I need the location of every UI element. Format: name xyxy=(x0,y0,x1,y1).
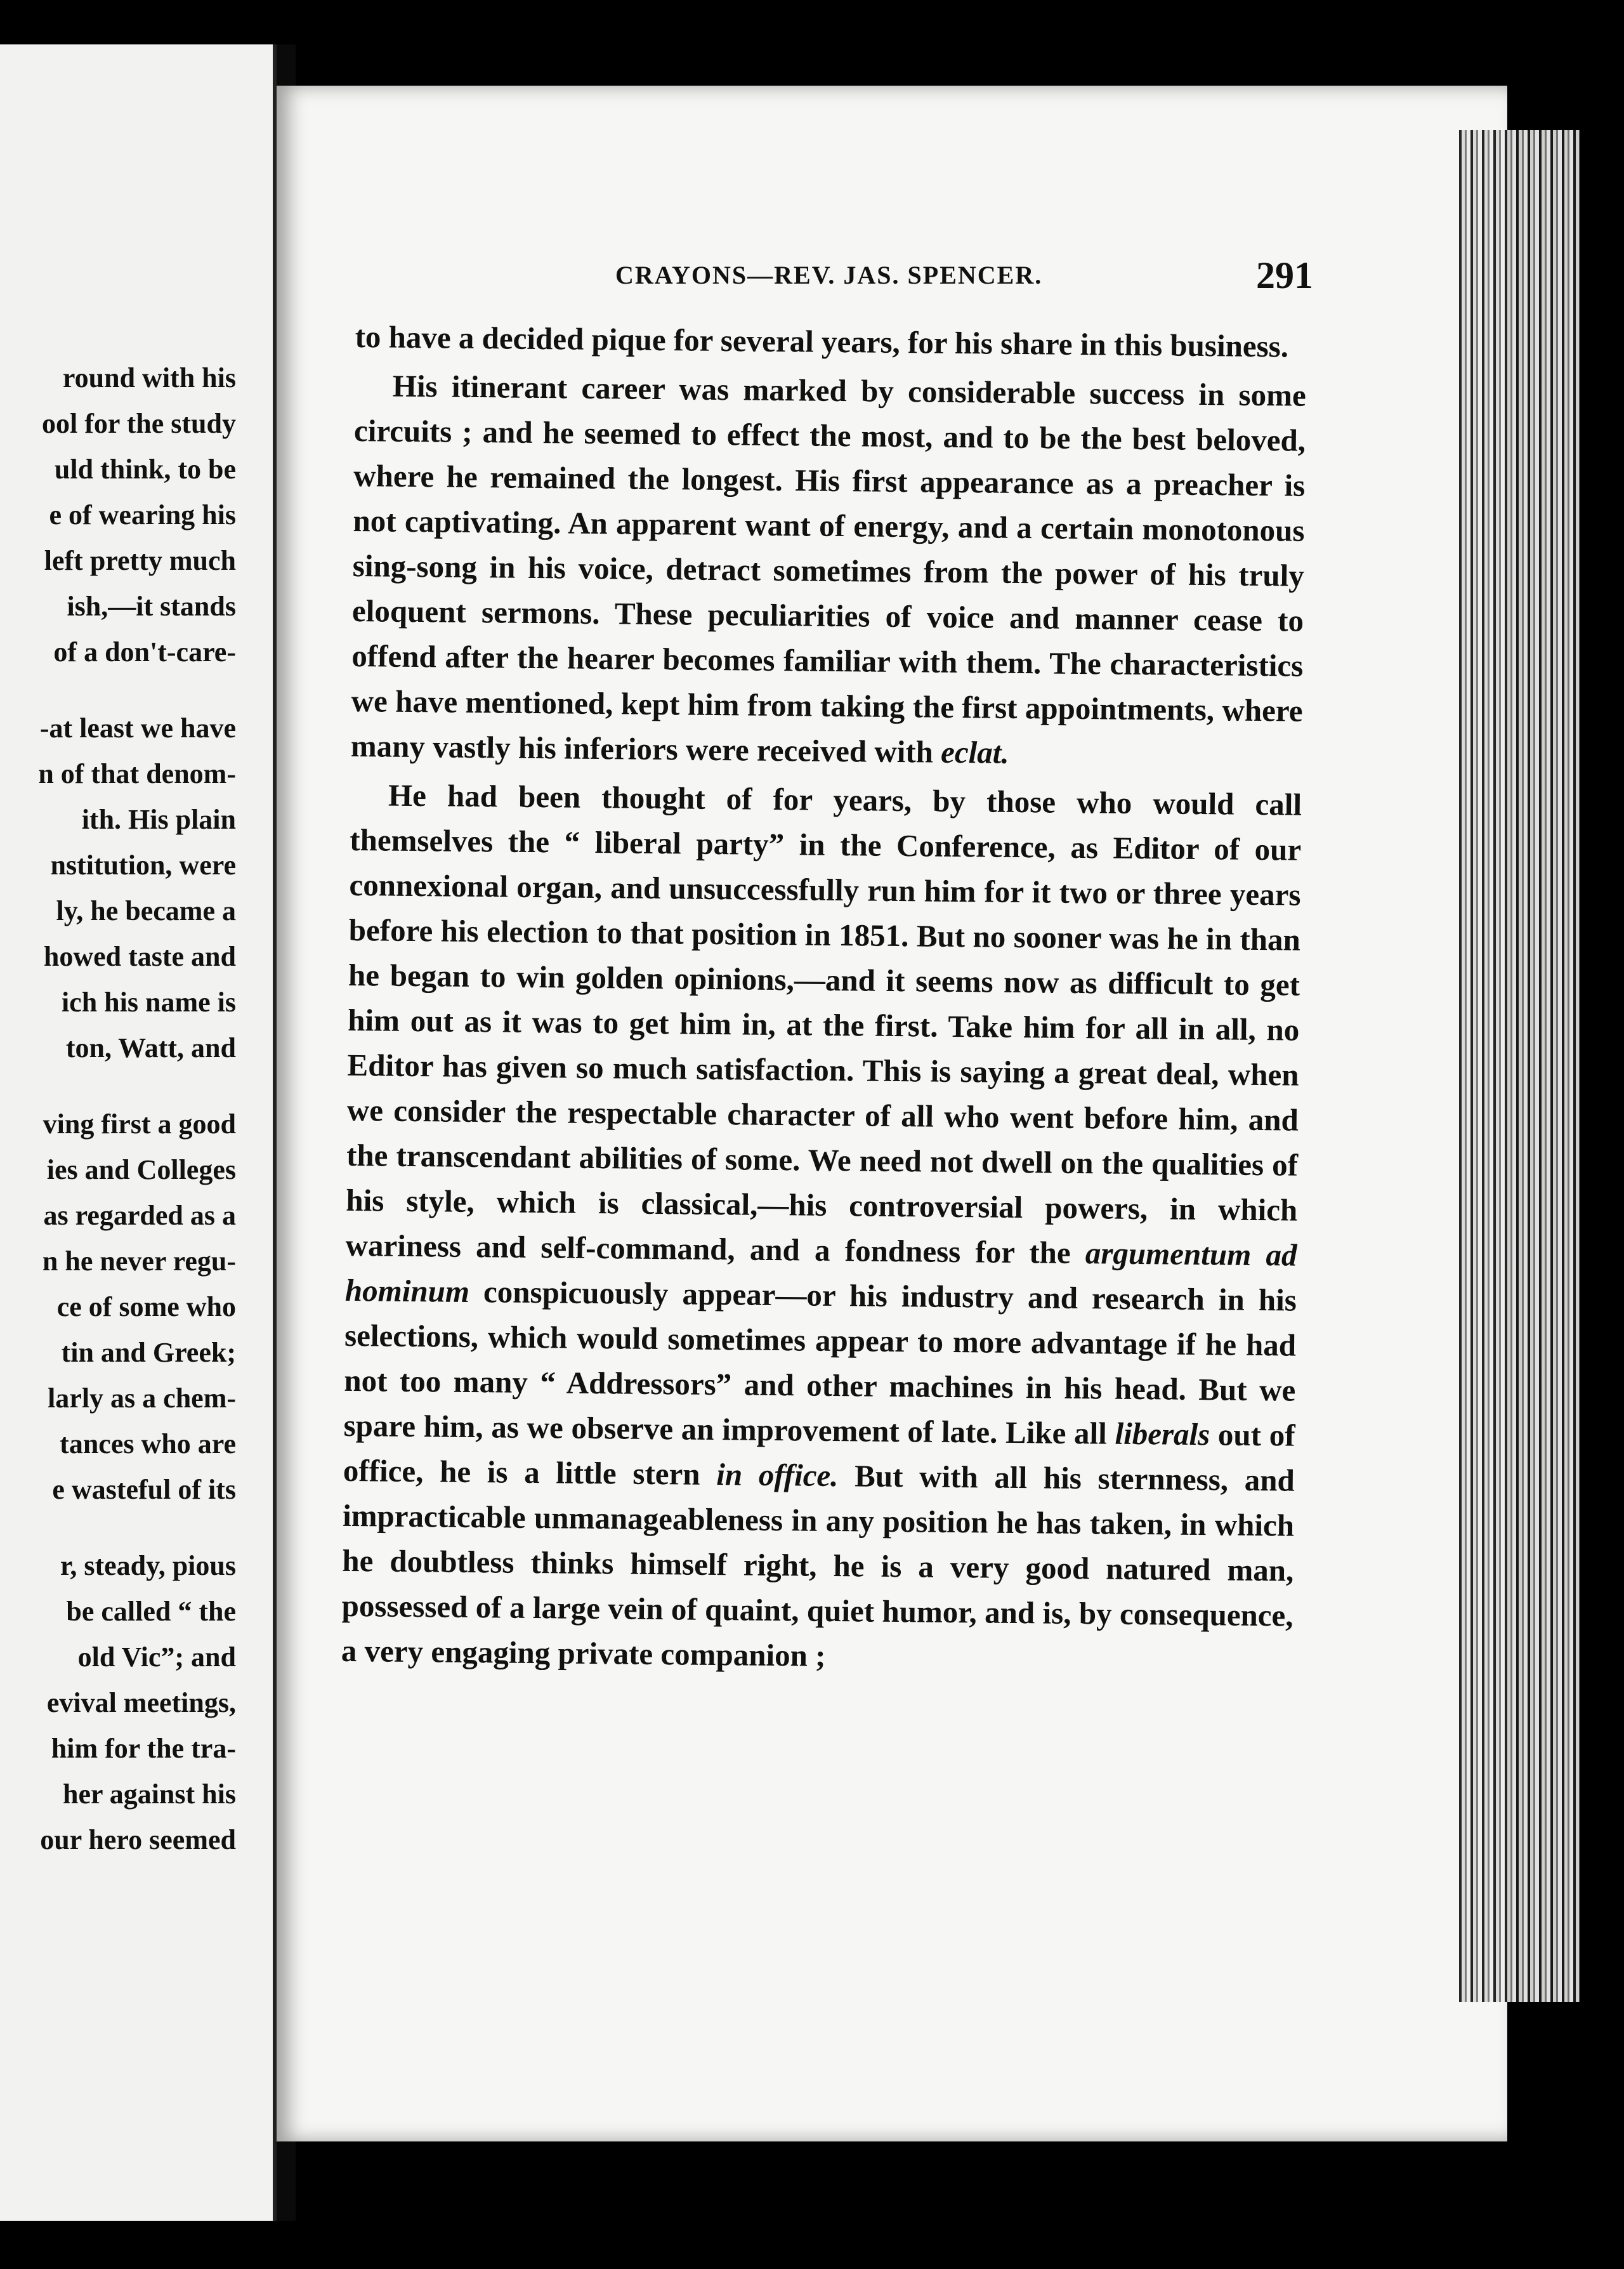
text-line: n of that denom- xyxy=(38,758,236,789)
text-line: round with his xyxy=(62,362,236,393)
text-line: as regarded as a xyxy=(43,1200,236,1231)
running-head: CRAYONS—REV. JAS. SPENCER. xyxy=(615,261,1043,289)
paragraph xyxy=(341,772,1302,1683)
italic-text: eclat. xyxy=(940,734,1009,770)
text-line: tances who are xyxy=(60,1428,236,1459)
text-line: ton, Watt, and xyxy=(65,1032,236,1063)
text-line: uld think, to be xyxy=(54,454,236,485)
text-line: ce of some who xyxy=(56,1291,236,1322)
italic-text: in office. xyxy=(716,1457,839,1494)
text-line: larly as a chem- xyxy=(48,1383,236,1414)
text-line: our hero seemed xyxy=(40,1824,236,1855)
text-line: her against his xyxy=(62,1779,236,1810)
italic-text: argumentum ad hominum xyxy=(344,1235,1297,1309)
text-line: ies and Colleges xyxy=(46,1154,236,1185)
text-line: evival meetings, xyxy=(46,1687,236,1718)
paragraph-text: He had been thought of for years, by those who would call themselves the “ liberal party” in the Conference, as Editor of our connexional organ, and unsuccessfully run him for it two or three years before his election to that position in 1851. But no sooner was he in than he began to win golden opinions,—and it seems now as difficult to get him out as it was to get him in, at the first. Take him for all in all, no Editor has given so much satisfaction. This is saying a great deal, when we consider the respectable character of all who went before him, and the transcendant abilities of some. We need not dwell on the qualities of his style, which is classical,—his controversial powers, in which wariness and self-command, and a fondness for the xyxy=(345,777,1302,1271)
text-line: ich his name is xyxy=(61,987,236,1018)
previous-page-text xyxy=(38,355,236,1863)
paragraph-text: conspicuously appear—or his industry and research in his selections, which would sometimes appear to more advantage if he had not too many “ Addressors” and other machines in his head. But we spare him, as we observe an improvement of late. Like all xyxy=(343,1273,1297,1451)
text-line: ish,—it stands xyxy=(67,591,236,622)
text-line: him for the tra- xyxy=(51,1733,236,1764)
page-header xyxy=(343,254,1313,311)
paragraph: to have a decided pique for several years, for his share in this business. xyxy=(355,319,1289,364)
paragraph xyxy=(351,363,1307,779)
page-edges xyxy=(1459,130,1580,2002)
line-gap xyxy=(38,675,236,706)
text-line: e of wearing his xyxy=(49,499,236,530)
text-line: be called “ the xyxy=(66,1596,236,1627)
text-line: of a don't-care- xyxy=(53,636,236,668)
previous-page xyxy=(0,44,277,2221)
page-body xyxy=(341,314,1307,1683)
paragraph-text: But with all his sternness, and impracticable unmanageableness in any position he has taken, in which he doubtless thinks himself right, he is a very good natured man, possessed of a large vein of quaint, quiet humor, and is, by consequence, a very engaging private companion ; xyxy=(341,1458,1295,1673)
page-number: 291 xyxy=(1256,254,1313,296)
text-line: old Vic”; and xyxy=(77,1641,236,1673)
paragraph-text: out of office, he is a little stern xyxy=(343,1417,1295,1492)
line-gap xyxy=(38,1071,236,1102)
text-line: n he never regu- xyxy=(42,1246,236,1277)
text-line: ly, he became a xyxy=(56,895,236,926)
text-line: ool for the study xyxy=(42,408,236,439)
text-line: -at least we have xyxy=(39,713,236,744)
text-line: r, steady, pious xyxy=(60,1550,236,1581)
text-line: tin and Greek; xyxy=(61,1337,236,1368)
line-gap xyxy=(38,1513,236,1543)
paragraph-text: His itinerant career was marked by considerable success in some circuits ; and he seemed to effect the most, and to be the best beloved, where he remained the longest. His first appearance as a preacher is not captivating. An apparent want of energy, and a certain monotonous sing-song in his voice, detract sometimes from the power of his truly eloquent sermons. These peculiarities of voice and manner cease to offend after the hearer becomes familiar with them. The characteristics we have mentioned, kept him from taking the first appointments, where many vastly his inferiors were received with xyxy=(350,368,1307,770)
text-line: left pretty much xyxy=(44,545,236,576)
text-line: ving first a good xyxy=(43,1108,236,1140)
text-line: e wasteful of its xyxy=(52,1474,236,1505)
text-line: nstitution, were xyxy=(50,850,236,881)
text-line: ith. His plain xyxy=(81,804,236,835)
text-line: howed taste and xyxy=(43,941,236,972)
italic-text: liberals xyxy=(1115,1416,1210,1452)
